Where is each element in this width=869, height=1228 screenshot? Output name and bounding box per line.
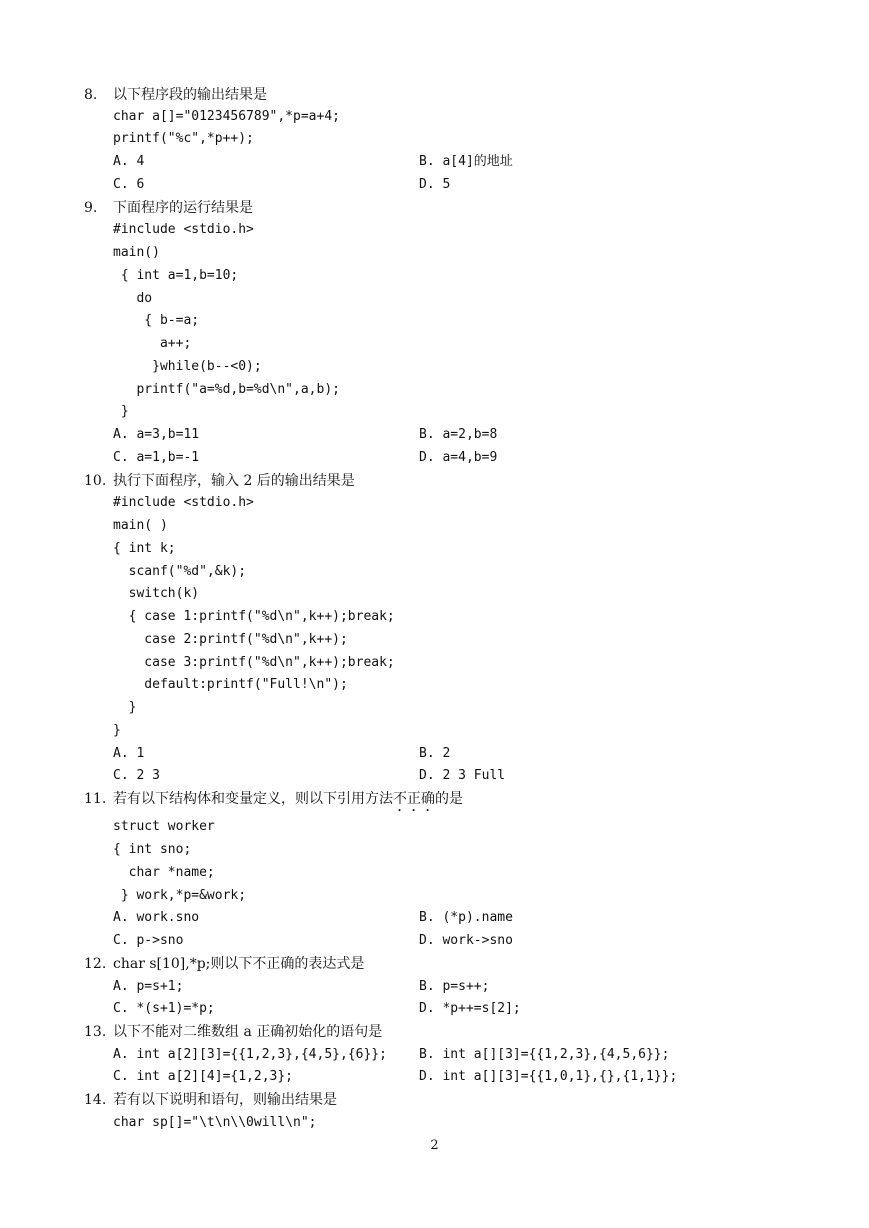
code-line: scanf("%d",&k); bbox=[113, 564, 247, 579]
option-d: D. int a[][3]={{1,0,1},{},{1,1}}; bbox=[419, 1069, 678, 1084]
code-line: do bbox=[113, 291, 153, 306]
code-line: switch(k) bbox=[113, 586, 200, 601]
option-b: B. a=2,b=8 bbox=[419, 427, 498, 442]
option-a: A. work.sno bbox=[113, 910, 200, 925]
option-c: C. p->sno bbox=[113, 933, 184, 948]
code-line: } bbox=[113, 723, 121, 738]
code-line: char a[]="0123456789",*p=a+4; bbox=[113, 109, 340, 124]
option-b: B. p=s++; bbox=[419, 979, 490, 994]
question-9-stem: 9. 下面程序的运行结果是 bbox=[84, 200, 253, 216]
code-line: a++; bbox=[113, 336, 192, 351]
option-b: B. (*p).name bbox=[419, 910, 513, 925]
code-line: { int k; bbox=[113, 541, 176, 556]
emphasized-text: 不正确 bbox=[393, 791, 435, 807]
code-line: } bbox=[113, 404, 129, 419]
option-a: A. int a[2][3]={{1,2,3},{4,5},{6}}; bbox=[113, 1047, 387, 1062]
code-line: printf("a=%d,b=%d\n",a,b); bbox=[113, 382, 340, 397]
option-d: D. *p++=s[2]; bbox=[419, 1001, 521, 1016]
code-line: printf("%c",*p++); bbox=[113, 131, 254, 146]
option-a: A. p=s+1; bbox=[113, 979, 184, 994]
code-line: char *name; bbox=[113, 865, 215, 880]
question-14-stem: 14. 若有以下说明和语句，则输出结果是 bbox=[84, 1092, 337, 1108]
option-d: D. 5 bbox=[419, 177, 451, 192]
option-a: A. 1 bbox=[113, 746, 145, 761]
option-c: C. a=1,b=-1 bbox=[113, 450, 200, 465]
question-10-stem: 10. 执行下面程序，输入 2 后的输出结果是 bbox=[84, 473, 355, 489]
code-line: }while(b--<0); bbox=[113, 359, 262, 374]
code-line: { int a=1,b=10; bbox=[113, 268, 239, 283]
code-line: } work,*p=&work; bbox=[113, 888, 247, 903]
option-b: B. a[4]的地址 bbox=[419, 154, 513, 169]
option-a: A. a=3,b=11 bbox=[113, 427, 200, 442]
code-line: { case 1:printf("%d\n",k++);break; bbox=[113, 609, 395, 624]
code-line: case 3:printf("%d\n",k++);break; bbox=[113, 655, 395, 670]
option-c: C. int a[2][4]={1,2,3}; bbox=[113, 1069, 294, 1084]
option-b: B. int a[][3]={{1,2,3},{4,5,6}}; bbox=[419, 1047, 670, 1062]
code-line: #include <stdio.h> bbox=[113, 495, 254, 510]
code-line: main() bbox=[113, 245, 160, 260]
option-c: C. *(s+1)=*p; bbox=[113, 1001, 215, 1016]
code-line: struct worker bbox=[113, 819, 215, 834]
option-d: D. work->sno bbox=[419, 933, 513, 948]
option-a: A. 4 bbox=[113, 154, 145, 169]
question-11-stem: 11. 若有以下结构体和变量定义，则以下引用方法不正确的是 bbox=[84, 791, 463, 807]
code-line: case 2:printf("%d\n",k++); bbox=[113, 632, 348, 647]
option-d: D. a=4,b=9 bbox=[419, 450, 498, 465]
option-c: C. 2 3 bbox=[113, 768, 160, 783]
code-line: } bbox=[113, 700, 137, 715]
code-line: default:printf("Full!\n"); bbox=[113, 677, 348, 692]
question-8-stem: 8. 以下程序段的输出结果是 bbox=[84, 87, 267, 103]
question-12-stem: 12. char s[10],*p;则以下不正确的表达式是 bbox=[84, 956, 365, 972]
code-line: #include <stdio.h> bbox=[113, 222, 254, 237]
question-13-stem: 13. 以下不能对二维数组 a 正确初始化的语句是 bbox=[84, 1024, 383, 1040]
code-line: char sp[]="\t\n\\0will\n"; bbox=[113, 1115, 317, 1130]
option-d: D. 2 3 Full bbox=[419, 768, 506, 783]
code-line: { int sno; bbox=[113, 842, 192, 857]
code-line: main( ) bbox=[113, 518, 168, 533]
option-c: C. 6 bbox=[113, 177, 145, 192]
code-line: { b-=a; bbox=[113, 313, 200, 328]
page-number: 2 bbox=[430, 1138, 439, 1153]
option-b: B. 2 bbox=[419, 746, 451, 761]
